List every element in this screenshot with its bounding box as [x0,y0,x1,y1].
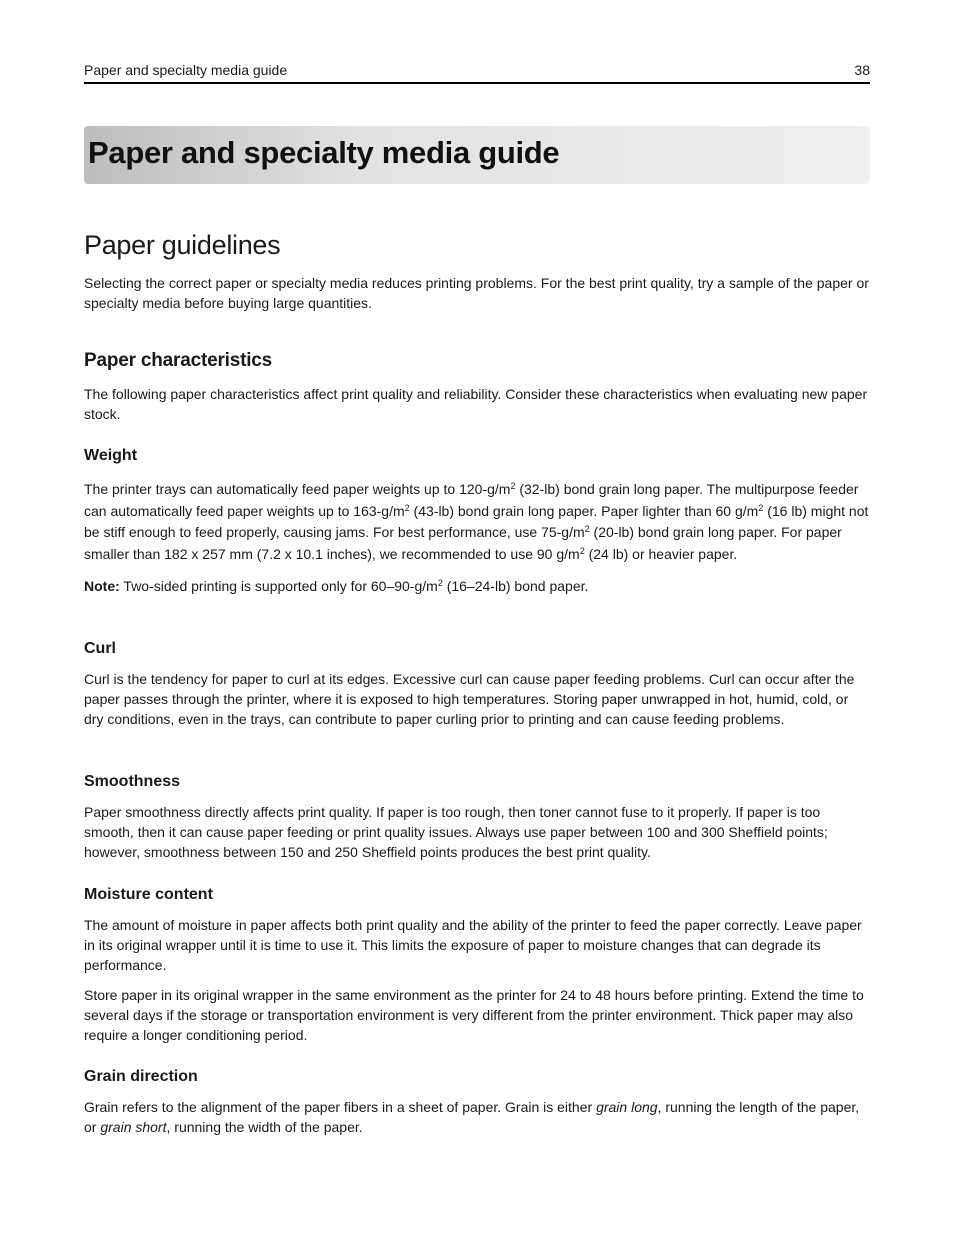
paragraph: Selecting the correct paper or specialty media reduces printing problems. For the best print quality, try a sample of the paper or specialty media before buying large quantities. [84,275,869,311]
page-number: 38 [854,62,870,78]
running-header [84,60,870,84]
paragraph: Curl is the tendency for paper to curl at its edges. Excessive curl can cause paper feeding problems. Curl can occur after the paper passes through the printer, where it is exposed to high temperatures. Storing paper unwrapped in hot, humid, cold, or dry conditions, even in the trays, can contribute to paper curling prior to printing and can cause feeding problems. [84,671,855,727]
subsection-heading: Paper characteristics [84,350,273,371]
paragraph: Grain refers to the alignment of the paper fibers in a sheet of paper. Grain is either grain long, running the length of the paper, or grain short, running the width of the paper. [84,1099,860,1135]
section-curl [84,640,870,729]
paragraph: The following paper characteristics affect print quality and reliability. Consider these characteristics when evaluating new paper stock. [84,386,868,422]
section-paper-characteristics [84,350,870,424]
paragraph: Store paper in its original wrapper in the same environment as the printer for 24 to 48 hours before printing. Extend the time to several days if the storage or transportation environment is very different from the printer environment. Thick paper may also require a longer conditioning period. [84,987,864,1043]
subsubsection-heading: Weight [84,447,138,464]
paragraph: The amount of moisture in paper affects both print quality and the ability of the printer to feed the paper correctly. Leave paper in its original wrapper until it is time to use it. This limits the exposure of paper to moisture changes that can degrade its performance. [84,917,862,973]
note-label: Note: [84,578,120,594]
subsubsection-heading: Grain direction [84,1068,198,1085]
section-weight [84,447,870,596]
paragraph: Paper smoothness directly affects print quality. If paper is too rough, then toner cannot fuse to it properly. If paper is too smooth, then it can cause paper feeding or print quality issues. Always use paper between 100 and 300 Sheffield points; however, smoothness between 150 and 250 Sheffield points produces the best print quality. [84,804,828,860]
note: Note: Two-sided printing is supported only for $60-90-g/m^2$ (16–24-lb) bond paper. [84,578,589,594]
paragraph: The printer trays can automatically feed paper weights up to $120-g/m^2$ (32-lb) bond grain long paper. The multipurpose feeder can automatically feed paper weights up to $163-g/m^2$ (43-lb) bond grain long paper. Paper lighter than 60 $g/m^2$ (16 lb) might not be stiff enough to feed properly, causing jams. For best performance, use $75-g/m^2$ (20-lb) bond grain long paper. For paper smaller than 182 x 257 mm (7.2 x 10.1 inches), we recommended to use 90 $g/m^2$ (24 lb) or heavier paper. [84,481,869,562]
subsubsection-heading: Smoothness [84,773,181,790]
chapter-title: Paper and specialty media guide [88,135,560,170]
section-grain-direction [84,1068,870,1137]
chapter-banner [84,126,870,184]
subsubsection-heading: Curl [84,640,116,657]
section-smoothness [84,773,870,862]
subsubsection-heading: Moisture content [84,886,213,903]
section-paper-guidelines [84,230,870,313]
section-heading: Paper guidelines [84,230,281,260]
section-moisture-content [84,886,870,1045]
running-header-title: Paper and specialty media guide [84,62,288,78]
